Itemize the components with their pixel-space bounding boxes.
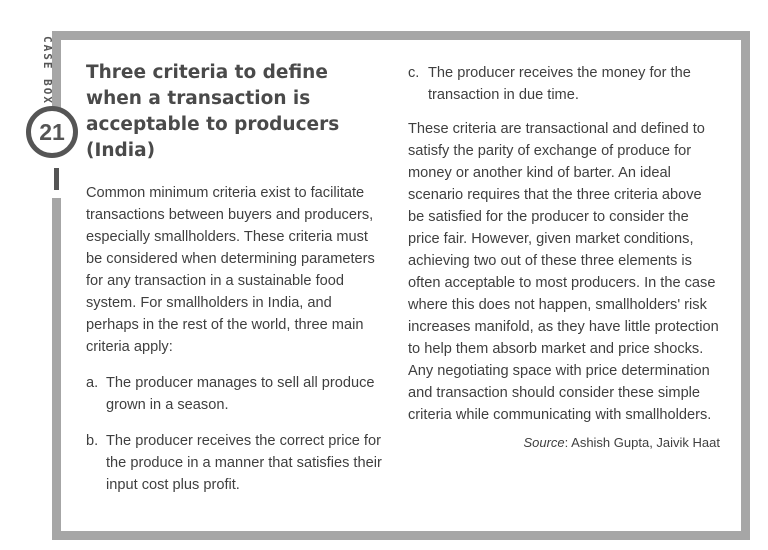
frame-left-edge-bottom (52, 198, 61, 540)
conclusion-paragraph: These criteria are transactional and defined to satisfy the parity of exchange of produce for money or another kind of barter. An ideal scenario requires that the three criteria above be satisfied for the producer to consider the price fair. However, given market conditions, achieving two out of these three elements is often acceptable to most producers. In the case where this does not happen, smallholders' risk increases manifold, as they have little protection to help them absorb market and price shocks. Any negotiating space with price determination and transaction should consider these simple criteria while communicating with smallholders. (408, 121, 719, 423)
criterion-text: The producer manages to sell all produce grown in a season. (106, 375, 375, 413)
case-box-number: 21 (39, 118, 65, 145)
criterion-text: The producer receives the money for the transaction in due time. (428, 65, 691, 103)
criterion-marker: a. (86, 375, 99, 391)
left-column (86, 60, 386, 510)
criteria-list-part-1 (86, 372, 386, 496)
case-box-label: CASE BOX (41, 36, 54, 105)
criterion-b (86, 430, 386, 496)
source-label: Source (523, 435, 565, 450)
case-box-heading: Three criteria to define when a transaction is acceptable to producers (India) (86, 62, 340, 161)
criteria-list-part-2 (408, 62, 720, 106)
criterion-marker: b. (86, 433, 99, 449)
case-box-number-badge (26, 106, 78, 158)
criterion-marker: c. (408, 65, 420, 81)
badge-connector (54, 168, 59, 190)
source-citation (408, 434, 720, 452)
right-column (408, 62, 720, 452)
criterion-a (86, 372, 386, 416)
criterion-text: The producer receives the correct price for the produce in a manner that satisfies their input cost plus profit. (106, 433, 382, 493)
criterion-c (408, 62, 720, 106)
intro-paragraph: Common minimum criteria exist to facilitate transactions between buyers and producers, especially smallholders. These criteria must be considered when determining parameters for any transaction in a sustainable food system. For smallholders in India, and perhaps in the rest of the world, three main criteria apply: (86, 185, 375, 355)
source-text: : Ashish Gupta, Jaivik Haat (564, 435, 720, 450)
